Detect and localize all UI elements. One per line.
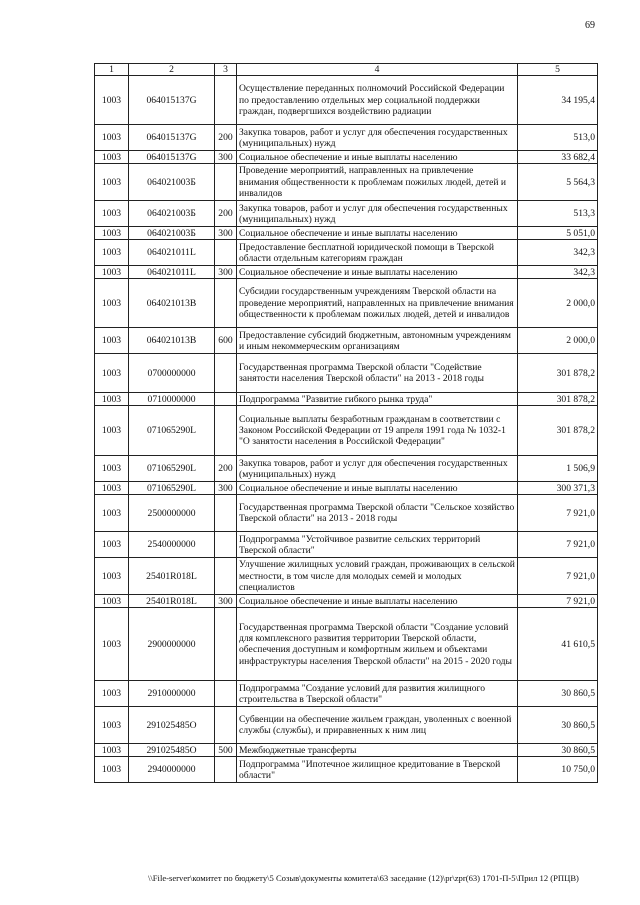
- code-cell: 064021013В: [129, 279, 215, 328]
- name-cell: Подпрограмма "Ипотечное жилищное кредитование в Тверской области": [237, 757, 518, 783]
- code-cell: 291025485О: [129, 744, 215, 757]
- type-cell: [215, 406, 237, 456]
- code-cell: 2500000000: [129, 495, 215, 532]
- column-header-code: 2: [129, 64, 215, 76]
- type-cell: [215, 608, 237, 681]
- type-cell: 300: [215, 595, 237, 608]
- code-cell: 071065290L: [129, 456, 215, 482]
- code-cell: 25401R018L: [129, 595, 215, 608]
- name-cell: Подпрограмма "Развитие гибкого рынка труда": [237, 393, 518, 406]
- name-cell: Социальные выплаты безработным гражданам в соответствии с Законом Российской Федерации от 19 апреля 1991 года № 1032-1 "О занятости населения в Российской Федерации": [237, 406, 518, 456]
- name-cell: Межбюджетные трансферты: [237, 744, 518, 757]
- table-row: [95, 266, 598, 279]
- code-cell: 2940000000: [129, 757, 215, 783]
- table-row: [95, 744, 598, 757]
- section-cell: 1003: [95, 532, 129, 558]
- section-cell: 1003: [95, 744, 129, 757]
- section-cell: 1003: [95, 707, 129, 744]
- table-row: [95, 227, 598, 240]
- amount-cell: 342,3: [518, 240, 598, 266]
- column-header-section: 1: [95, 64, 129, 76]
- table-row: [95, 354, 598, 393]
- code-cell: 064021011L: [129, 266, 215, 279]
- type-cell: 600: [215, 328, 237, 354]
- table-row: [95, 164, 598, 201]
- table-row: [95, 393, 598, 406]
- table-row: [95, 201, 598, 227]
- name-cell: Субсидии государственным учреждениям Тверской области на проведение мероприятий, направленных на привлечение внимания общественности к проблемам пожилых людей, детей и инвалидов: [237, 279, 518, 328]
- type-cell: 500: [215, 744, 237, 757]
- table-row: [95, 240, 598, 266]
- column-header-type: 3: [215, 64, 237, 76]
- amount-cell: 2 000,0: [518, 328, 598, 354]
- section-cell: 1003: [95, 595, 129, 608]
- table-header-row: [95, 64, 598, 76]
- name-cell: Государственная программа Тверской области "Сельское хозяйство Тверской области" на 2013 - 2018 годы: [237, 495, 518, 532]
- type-cell: 200: [215, 456, 237, 482]
- name-cell: Социальное обеспечение и иные выплаты населению: [237, 151, 518, 164]
- amount-cell: 30 860,5: [518, 681, 598, 707]
- name-cell: Подпрограмма "Устойчивое развитие сельских территорий Тверской области": [237, 532, 518, 558]
- table-row: [95, 406, 598, 456]
- column-header-amount: 5: [518, 64, 598, 76]
- budget-table: [94, 63, 598, 783]
- section-cell: 1003: [95, 125, 129, 151]
- type-cell: [215, 393, 237, 406]
- amount-cell: 7 921,0: [518, 595, 598, 608]
- table-row: [95, 495, 598, 532]
- code-cell: 071065290L: [129, 482, 215, 495]
- section-cell: 1003: [95, 201, 129, 227]
- type-cell: 200: [215, 125, 237, 151]
- amount-cell: 1 506,9: [518, 456, 598, 482]
- amount-cell: 5 051,0: [518, 227, 598, 240]
- code-cell: 0710000000: [129, 393, 215, 406]
- table-row: [95, 328, 598, 354]
- table-row: [95, 558, 598, 595]
- type-cell: 300: [215, 151, 237, 164]
- amount-cell: 513,3: [518, 201, 598, 227]
- type-cell: [215, 279, 237, 328]
- amount-cell: 34 195,4: [518, 76, 598, 125]
- table-row: [95, 595, 598, 608]
- table-row: [95, 482, 598, 495]
- amount-cell: 7 921,0: [518, 495, 598, 532]
- section-cell: 1003: [95, 240, 129, 266]
- name-cell: Предоставление субсидий бюджетным, автономным учреждениям и иным некоммерческим организациям: [237, 328, 518, 354]
- amount-cell: 513,0: [518, 125, 598, 151]
- section-cell: 1003: [95, 608, 129, 681]
- amount-cell: 41 610,5: [518, 608, 598, 681]
- amount-cell: 7 921,0: [518, 532, 598, 558]
- name-cell: Социальное обеспечение и иные выплаты населению: [237, 266, 518, 279]
- section-cell: 1003: [95, 354, 129, 393]
- name-cell: Осуществление переданных полномочий Российской Федерации по предоставлению отдельных мер социальной поддержки граждан, подвергшихся воздействию радиации: [237, 76, 518, 125]
- table-row: [95, 456, 598, 482]
- section-cell: 1003: [95, 482, 129, 495]
- section-cell: 1003: [95, 757, 129, 783]
- name-cell: Подпрограмма "Создание условий для развития жилищного строительства в Тверской области": [237, 681, 518, 707]
- amount-cell: 10 750,0: [518, 757, 598, 783]
- amount-cell: 301 878,2: [518, 354, 598, 393]
- table-row: [95, 757, 598, 783]
- type-cell: [215, 757, 237, 783]
- code-cell: 064015137G: [129, 76, 215, 125]
- amount-cell: 30 860,5: [518, 744, 598, 757]
- type-cell: 300: [215, 266, 237, 279]
- type-cell: 300: [215, 482, 237, 495]
- section-cell: 1003: [95, 456, 129, 482]
- name-cell: Закупка товаров, работ и услуг для обеспечения государственных (муниципальных) нужд: [237, 201, 518, 227]
- name-cell: Предоставление бесплатной юридической помощи в Тверской области отдельным категориям граждан: [237, 240, 518, 266]
- code-cell: 064021013В: [129, 328, 215, 354]
- code-cell: 2910000000: [129, 681, 215, 707]
- table-row: [95, 279, 598, 328]
- code-cell: 064021003Б: [129, 227, 215, 240]
- section-cell: 1003: [95, 681, 129, 707]
- amount-cell: 2 000,0: [518, 279, 598, 328]
- name-cell: Социальное обеспечение и иные выплаты населению: [237, 482, 518, 495]
- section-cell: 1003: [95, 406, 129, 456]
- page-number: 69: [585, 20, 595, 31]
- code-cell: 2540000000: [129, 532, 215, 558]
- amount-cell: 30 860,5: [518, 707, 598, 744]
- name-cell: Государственная программа Тверской области "Создание условий для комплексного развития территории Тверской области, обеспечения доступным и комфортным жильем и объектами инфраструктуры населения Тверской области" на 2015 - 2020 годы: [237, 608, 518, 681]
- type-cell: [215, 558, 237, 595]
- section-cell: 1003: [95, 266, 129, 279]
- table-row: [95, 532, 598, 558]
- section-cell: 1003: [95, 495, 129, 532]
- file-path-footer: \\File-server\комитет по бюджету\5 Созыв\документы комитета\63 заседание (12)\pr\zpr(63) 1701-П-5\Прил 12 (РПЦВ): [148, 873, 579, 883]
- name-cell: Государственная программа Тверской области "Содействие занятости населения Тверской области" на 2013 - 2018 годы: [237, 354, 518, 393]
- type-cell: [215, 532, 237, 558]
- code-cell: 064021003Б: [129, 164, 215, 201]
- type-cell: [215, 164, 237, 201]
- code-cell: 291025485О: [129, 707, 215, 744]
- amount-cell: 301 878,2: [518, 393, 598, 406]
- table-row: [95, 707, 598, 744]
- table-row: [95, 608, 598, 681]
- name-cell: Закупка товаров, работ и услуг для обеспечения государственных (муниципальных) нужд: [237, 456, 518, 482]
- code-cell: 064021003Б: [129, 201, 215, 227]
- amount-cell: 33 682,4: [518, 151, 598, 164]
- section-cell: 1003: [95, 76, 129, 125]
- section-cell: 1003: [95, 393, 129, 406]
- name-cell: Субвенции на обеспечение жильем граждан, уволенных с военной службы (службы), и приравненных к ним лиц: [237, 707, 518, 744]
- section-cell: 1003: [95, 151, 129, 164]
- name-cell: Улучшение жилищных условий граждан, проживающих в сельской местности, в том числе для молодых семей и молодых специалистов: [237, 558, 518, 595]
- section-cell: 1003: [95, 279, 129, 328]
- amount-cell: 300 371,3: [518, 482, 598, 495]
- code-cell: 064015137G: [129, 125, 215, 151]
- section-cell: 1003: [95, 558, 129, 595]
- type-cell: [215, 240, 237, 266]
- amount-cell: 5 564,3: [518, 164, 598, 201]
- table-row: [95, 125, 598, 151]
- table-row: [95, 76, 598, 125]
- name-cell: Закупка товаров, работ и услуг для обеспечения государственных (муниципальных) нужд: [237, 125, 518, 151]
- type-cell: [215, 495, 237, 532]
- type-cell: [215, 76, 237, 125]
- section-cell: 1003: [95, 227, 129, 240]
- type-cell: [215, 681, 237, 707]
- name-cell: Социальное обеспечение и иные выплаты населению: [237, 595, 518, 608]
- amount-cell: 342,3: [518, 266, 598, 279]
- type-cell: 300: [215, 227, 237, 240]
- amount-cell: 7 921,0: [518, 558, 598, 595]
- amount-cell: 301 878,2: [518, 406, 598, 456]
- column-header-name: 4: [237, 64, 518, 76]
- table-row: [95, 681, 598, 707]
- code-cell: 25401R018L: [129, 558, 215, 595]
- section-cell: 1003: [95, 164, 129, 201]
- section-cell: 1003: [95, 328, 129, 354]
- type-cell: 200: [215, 201, 237, 227]
- code-cell: 064015137G: [129, 151, 215, 164]
- code-cell: 0700000000: [129, 354, 215, 393]
- type-cell: [215, 707, 237, 744]
- type-cell: [215, 354, 237, 393]
- code-cell: 2900000000: [129, 608, 215, 681]
- name-cell: Проведение мероприятий, направленных на привлечение внимания общественности к проблемам пожилых людей, детей и инвалидов: [237, 164, 518, 201]
- code-cell: 071065290L: [129, 406, 215, 456]
- table-row: [95, 151, 598, 164]
- name-cell: Социальное обеспечение и иные выплаты населению: [237, 227, 518, 240]
- code-cell: 064021011L: [129, 240, 215, 266]
